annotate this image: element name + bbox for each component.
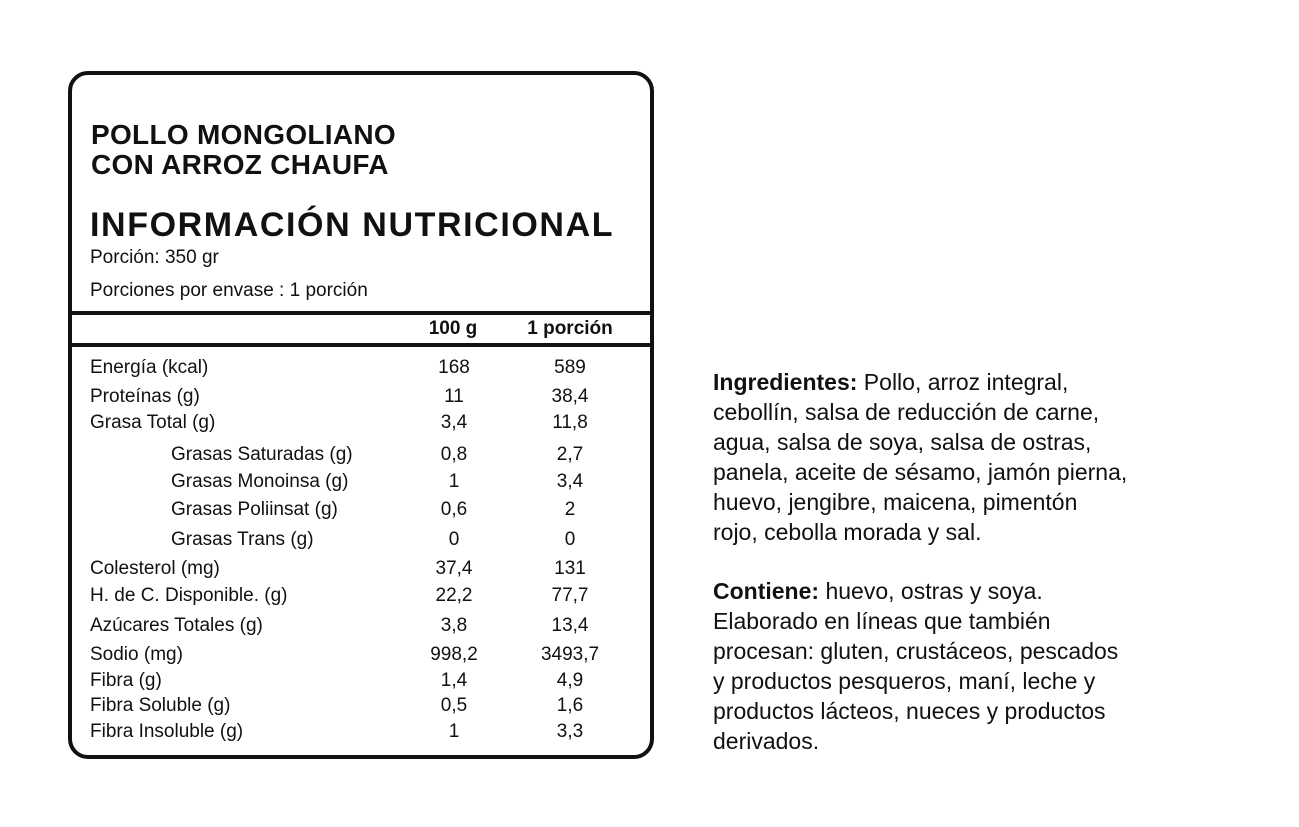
allergens-line: productos lácteos, nueces y productos	[713, 698, 1106, 724]
nutrient-value-per-100g: 1	[448, 721, 460, 742]
nutrient-value-per-serving: 3493,7	[540, 644, 600, 665]
nutrient-value-per-serving: 3,3	[556, 721, 584, 742]
allergens-heading: Contiene:	[713, 578, 820, 604]
nutrient-sub-label: Grasas Saturadas (g)	[171, 444, 353, 465]
ingredients-line: huevo, jengibre, maicena, pimentón	[713, 489, 1078, 515]
nutrient-value-per-100g: 1,4	[440, 670, 468, 691]
ingredients-line: cebollín, salsa de reducción de carne,	[713, 399, 1100, 425]
allergens-line: procesan: gluten, crustáceos, pescados	[713, 638, 1119, 664]
table-top-rule	[68, 311, 654, 315]
nutrient-value-per-100g: 0,8	[440, 444, 468, 465]
nutrient-value-per-100g: 0,6	[440, 499, 468, 520]
nutrient-value-per-serving: 131	[554, 558, 586, 579]
nutrient-label: Colesterol (mg)	[90, 558, 220, 579]
nutrient-value-per-serving: 0	[564, 529, 576, 550]
nutrient-label: Fibra Insoluble (g)	[90, 721, 244, 742]
allergens-section	[713, 576, 1253, 756]
ingredients-section	[713, 367, 1253, 547]
nutrient-value-per-serving: 77,7	[551, 585, 589, 606]
nutrient-value-per-serving: 4,9	[556, 670, 584, 691]
nutrient-sub-label: Grasas Poliinsat (g)	[171, 499, 338, 520]
nutrient-label: Grasa Total (g)	[90, 412, 216, 433]
nutrient-value-per-serving: 589	[554, 357, 586, 378]
nutrient-value-per-100g: 3,4	[440, 412, 468, 433]
nutrient-label: Energía (kcal)	[90, 357, 209, 378]
allergens-line: y productos pesqueros, maní, leche y	[713, 668, 1096, 694]
nutrient-value-per-100g: 3,8	[440, 615, 468, 636]
nutrient-value-per-100g: 0	[448, 529, 460, 550]
allergens-line: huevo, ostras y soya.	[819, 578, 1043, 604]
nutrient-value-per-serving: 2,7	[556, 444, 584, 465]
allergens-line: Elaborado en líneas que también	[713, 608, 1051, 634]
nutrient-label: Fibra Soluble (g)	[90, 695, 231, 716]
nutrient-label: Proteínas (g)	[90, 386, 200, 407]
nutrient-value-per-serving: 11,8	[552, 412, 588, 433]
product-name-line-2: CON ARROZ CHAUFA	[91, 149, 389, 180]
nutrient-value-per-100g: 22,2	[435, 585, 473, 606]
nutrient-value-per-serving: 13,4	[551, 615, 589, 636]
nutrient-label: Sodio (mg)	[90, 644, 183, 665]
nutrient-value-per-100g: 1	[448, 471, 460, 492]
product-name	[91, 120, 396, 180]
nutrient-value-per-100g: 168	[438, 357, 470, 378]
nutrient-value-per-serving: 3,4	[556, 471, 584, 492]
nutrient-value-per-serving: 38,4	[551, 386, 589, 407]
product-name-line-1: POLLO MONGOLIANO	[91, 119, 397, 150]
nutrient-value-per-100g: 998,2	[430, 644, 478, 665]
nutrient-sub-label: Grasas Trans (g)	[171, 529, 314, 550]
serving-size: Porción: 350 gr	[90, 247, 219, 268]
nutrient-value-per-100g: 0,5	[440, 695, 468, 716]
servings-per-container: Porciones por envase : 1 porción	[90, 280, 368, 301]
ingredients-line: rojo, cebolla morada y sal.	[713, 519, 982, 545]
nutrient-value-per-serving: 2	[564, 499, 576, 520]
nutrient-sub-label: Grasas Monoinsa (g)	[171, 471, 349, 492]
ingredients-line: panela, aceite de sésamo, jamón pierna,	[713, 459, 1128, 485]
ingredients-line: Pollo, arroz integral,	[857, 369, 1069, 395]
nutrient-value-per-serving: 1,6	[556, 695, 584, 716]
nutrient-label: Azúcares Totales (g)	[90, 615, 263, 636]
nutrient-value-per-100g: 37,4	[435, 558, 473, 579]
nutrient-value-per-100g: 11	[444, 386, 464, 407]
nutrient-label: Fibra (g)	[90, 670, 162, 691]
allergens-line: derivados.	[713, 728, 820, 754]
table-header-rule	[68, 343, 654, 347]
nutrition-panel-title: INFORMACIÓN NUTRICIONAL	[90, 206, 615, 244]
ingredients-line: agua, salsa de soya, salsa de ostras,	[713, 429, 1092, 455]
column-header-per-serving: 1 porción	[527, 318, 613, 339]
ingredients-heading: Ingredientes:	[713, 369, 858, 395]
column-header-100g: 100 g	[428, 318, 478, 339]
nutrient-label: H. de C. Disponible. (g)	[90, 585, 288, 606]
